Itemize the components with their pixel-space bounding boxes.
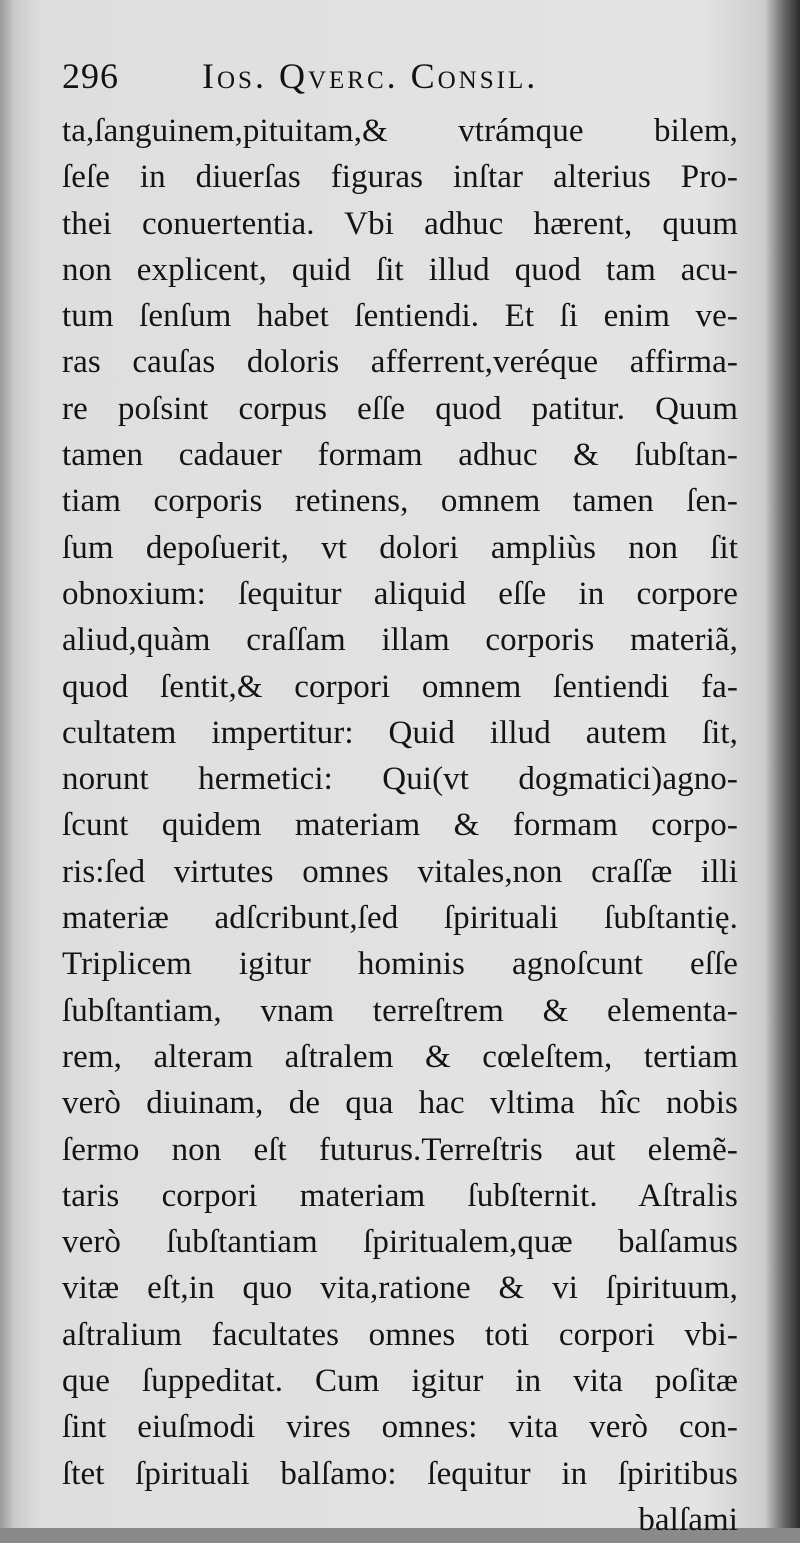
text-line: aſtralium facultates omnes toti corpori vbi- [62, 1316, 738, 1353]
text-line: Triplicem igitur hominis agnoſcunt eſſe [62, 946, 738, 983]
text-line: ta,ſanguinem,pituitam,& vtrámque bilem, [62, 113, 738, 149]
text-line: quod ſentit,& corpori omnem ſentiendi fa- [62, 668, 738, 705]
text-line: non explicent, quid ſit illud quod tam acu- [62, 251, 738, 288]
text-line: vitæ eſt,in quo vita,ratione & vi ſpirituum, [62, 1270, 738, 1307]
text-line: cultatem impertitur: Quid illud autem ſit, [62, 714, 738, 751]
page-header [62, 56, 702, 112]
text-line: rem, alteram aſtralem & cœleſtem, tertiam [62, 1038, 738, 1075]
text-line: verò ſubſtantiam ſpiritualem,quæ balſamus [62, 1224, 738, 1261]
text-line: ſint eiuſmodi vires omnes: vita verò con- [62, 1409, 738, 1446]
text-line: ris:ſed virtutes omnes vitales,non craſſæ illi [62, 853, 738, 890]
book-spine-shadow [764, 0, 800, 1528]
page-number: 296 [62, 56, 119, 96]
text-line: verò diuinam, de qua hac vltima hîc nobis [62, 1085, 738, 1122]
text-line: ſcunt quidem materiam & formam corpo- [62, 807, 738, 844]
text-line: norunt hermetici: Qui(vt dogmatici)agno- [62, 761, 738, 798]
catchword: balſami [638, 1501, 738, 1538]
text-line: ſeſe in diuerſas figuras inſtar alterius Pro- [62, 159, 738, 196]
text-line: tamen cadauer formam adhuc & ſubſtan- [62, 437, 738, 474]
text-line: ras cauſas doloris afferrent,veréque affirma- [62, 344, 738, 381]
text-line: re poſsint corpus eſſe quod patitur. Quum [62, 390, 738, 427]
text-line: que ſuppeditat. Cum igitur in vita poſitæ [62, 1363, 738, 1400]
text-line: tiam corporis retinens, omnem tamen ſen- [62, 483, 738, 520]
text-line: ſtet ſpirituali balſamo: ſequitur in ſpiritibus [62, 1455, 738, 1492]
text-line: obnoxium: ſequitur aliquid eſſe in corpore [62, 575, 738, 612]
body-text [62, 108, 738, 1543]
text-line: materiæ adſcribunt,ſed ſpirituali ſubſtantię. [62, 900, 738, 937]
text-line: taris corpori materiam ſubſternit. Aſtralis [62, 1177, 738, 1214]
text-line: aliud,quàm craſſam illam corporis materiã, [62, 622, 738, 659]
text-line: ſubſtantiam, vnam terreſtrem & elementa- [62, 992, 738, 1029]
text-line: ſum depoſuerit, vt dolori ampliùs non ſit [62, 529, 738, 566]
text-line: tum ſenſum habet ſentiendi. Et ſi enim ve- [62, 298, 738, 335]
text-line: ſermo non eſt futurus.Terreſtris aut elemẽ- [62, 1131, 738, 1168]
text-line: thei conuertentia. Vbi adhuc hærent, quum [62, 205, 738, 242]
running-head: Ios. Qverc. Consil. [202, 56, 539, 96]
